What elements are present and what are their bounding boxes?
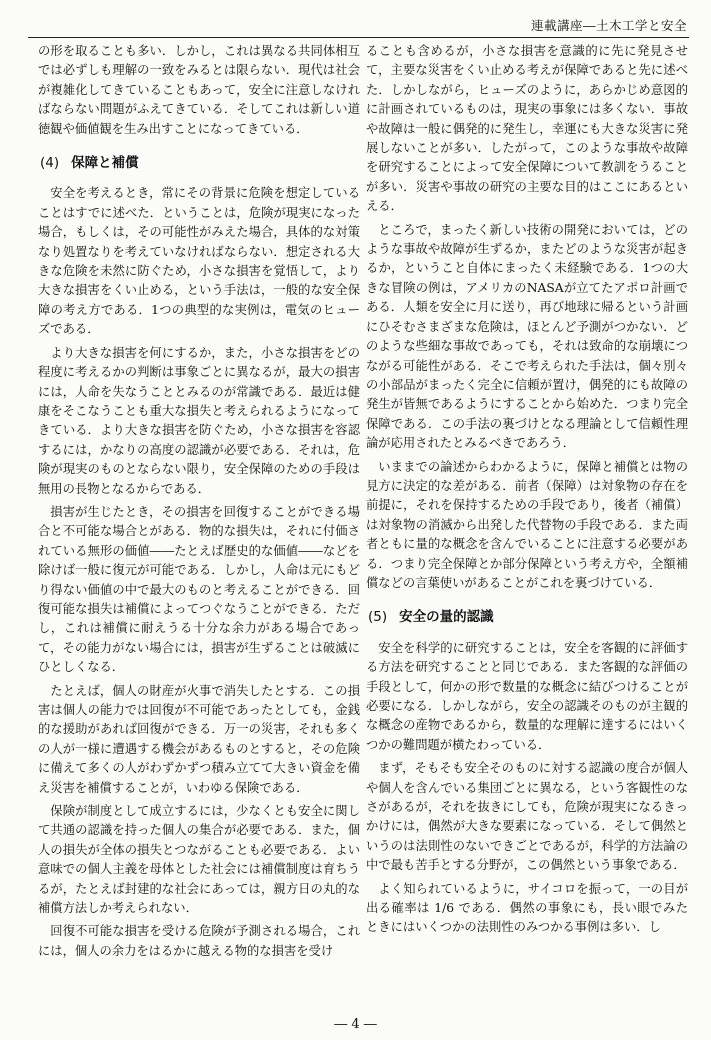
left-paragraph-3: より大きな損害を何にするか，また，小さな損害をどの程度に考えるかの判断は事象ごとに異なるが，最大の損害には，人命を失なうこととみるのが常識である．最近は健康をそこなうことも重大な損失と考えられるようになってきている．より大きな損害を防ぐため，小さな損害を容認するには，かなりの高度の認識が必要である．それは，危険が現実のものとならない限り，安全保障のための手段は無用の長物となるからである．	[38, 345, 360, 496]
right-column	[366, 42, 688, 938]
section-4-heading	[40, 154, 360, 173]
left-paragraph-4: 損害が生じたとき，その損害を回復することができる場合と不可能な場合とがある．物的な損失は，それに付価されている無形の価値――たとえば歴史的な価値――などを除けば一般に復元が可能である．しかし，人命は元にもどり得ない価値の中で最大のものと考えることができる．回復可能な損失は補償によってつぐなうことができる．ただし，これは補償に耐えうる十分な余力がある場合であって，その能力がない場合には，損害が生ずることは破滅にひとしくなる．	[38, 504, 360, 675]
running-header: 連載講座―土木工学と安全	[530, 18, 687, 33]
left-paragraph-7: 回復不可能な損害を受ける危険が予測される場合，これには，個人の余力をはるかに越える物的な損害を受け	[38, 924, 360, 958]
section-5-number: (5)	[368, 609, 388, 626]
left-column	[38, 42, 360, 961]
right-paragraph-2: ところで，まったく新しい技術の開発においては，どのような事故や故障が生ずるか，またどのような災害が起きるか，ということ自体にまったく未経験である．1つの大きな冒険の例は，アメリカのNASAが立てたアポロ計画である．人類を安全に月に送り，再び地球に帰るという計画にひそむさまざまな危険は，ほとんど予測がつかない．どのような些細な事故であっても，それは致命的な崩壊につながる可能性がある．そこで考えられた手法は，個々別々の小部品がまったく完全に信頼が置け，偶発的にも故障の発生が皆無であるようにすることから始めた．つまり完全保障である．この手法の裏づけとなる理論として信頼性理論が応用されたとみるべきであろう．	[366, 222, 688, 451]
right-paragraph-6: よく知られているように，サイコロを振って，一の目が出る確率は 1/6 である．偶然の事象にも，長い眼でみたときにはいくつかの法則性のみつかる事例は多い．し	[366, 881, 688, 935]
header-rule	[28, 37, 689, 38]
section-4-number: (4)	[40, 155, 60, 172]
section-4-title: 保障と補償	[71, 155, 139, 172]
right-paragraph-5: まず，そもそも安全そのものに対する認識の度合が個人や個人を含んでいる集団ごとに異なる，という客観性のなさがあるが，それを抜きにしても，危険が現実になるきっかけには，偶然が大きな要素になっている．そして偶然というのは法則性のないできごとであるが，科学的方法論の中で最も苦手とする分野が，この偶然という事象である．	[366, 761, 688, 873]
section-5-title: 安全の量的認識	[399, 609, 494, 626]
left-paragraph-2: 安全を考えるとき，常にその背景に危険を想定していることはすでに述べた．ということは，危険が現実になった場合，もしくは，その可能性がみえた場合，具体的な対策なり処置なりを考えていなければならない．想定される大きな危険を未然に防ぐため，小さな損害を覚悟して，より大きな損害をくい止める，という手法は，一般的な安全保障の考え方である．1つの典型的な実例は，電気のヒューズである．	[38, 186, 360, 337]
left-paragraph-5: たとえば，個人の財産が火事で消失したとする．この損害は個人の能力では回復が不可能であったとしても，金銭的な援助があれば回復ができる．万一の災害，それも多くの人が一様に遭遇する機会があるものとすると，その危険に備えて多くの人がわずかずつ積み立てて大きい資金を備え災害を補償することが，いわゆる保険である．	[38, 683, 360, 795]
right-paragraph-1: ることも含めるが，小さな損害を意識的に先に発見させて，主要な災害をくい止める考えが保障であると先に述べた．しかしながら，ヒューズのように，あらかじめ意図的に計画されているものは，現実の事象には多くない．事故や故障は一般に偶発的に発生し，幸運にも大きな災害に発展しないことが多い．したがって，このような事故や故障を研究することによって安全保障について教訓をうることが多い．災害や事故の研究の主要な目的はここにあるといえる．	[366, 44, 688, 214]
page-number: ― 4 ―	[334, 1017, 377, 1032]
section-5-heading	[368, 608, 688, 627]
right-paragraph-4: 安全を科学的に研究することは，安全を客観的に評価する方法を研究することと同じである．また客観的な評価の手段として，何かの形で数量的な概念に結びつけることが必要になる．しかしながら，安全の認識そのものが主観的な概念の産物であるから，数量的な理解に達するにはいくつかの難問題が横たわっている．	[366, 640, 688, 752]
left-paragraph-1: の形を取ることも多い．しかし，これは異なる共同体相互では必ずしも理解の一致をみるとは限らない．現代は社会が複雑化してきていることもあって，安全に注意しなければならない問題がふえてきている．そしてこれは新しい道徳観や価値観を生み出すことになってきている．	[38, 44, 360, 136]
left-paragraph-6: 保険が制度として成立するには，少なくとも安全に関して共通の認識を持った個人の集合が必要である．また，個人の損失が全体の損失とつながることも必要である．よい意味での個人主義を母体とした社会には補償制度は育ちうるが，たとえば封建的な社会にあっては，親方日の丸的な補償方法しか考えられない．	[38, 804, 360, 916]
right-paragraph-3: いままでの論述からわかるように，保障と補償とは物の見方に決定的な差がある．前者（保障）は対象物の存在を前提に，それを保持するための手段であり，後者（補償）は対象物の消滅から出発した代替物の手段である．また両者ともに量的な概念を含んでいることに注意する必要がある．つまり完全保障とか部分保障という考え方や，全額補償などの言葉使いがあることがこれを裏づけている．	[366, 459, 688, 590]
